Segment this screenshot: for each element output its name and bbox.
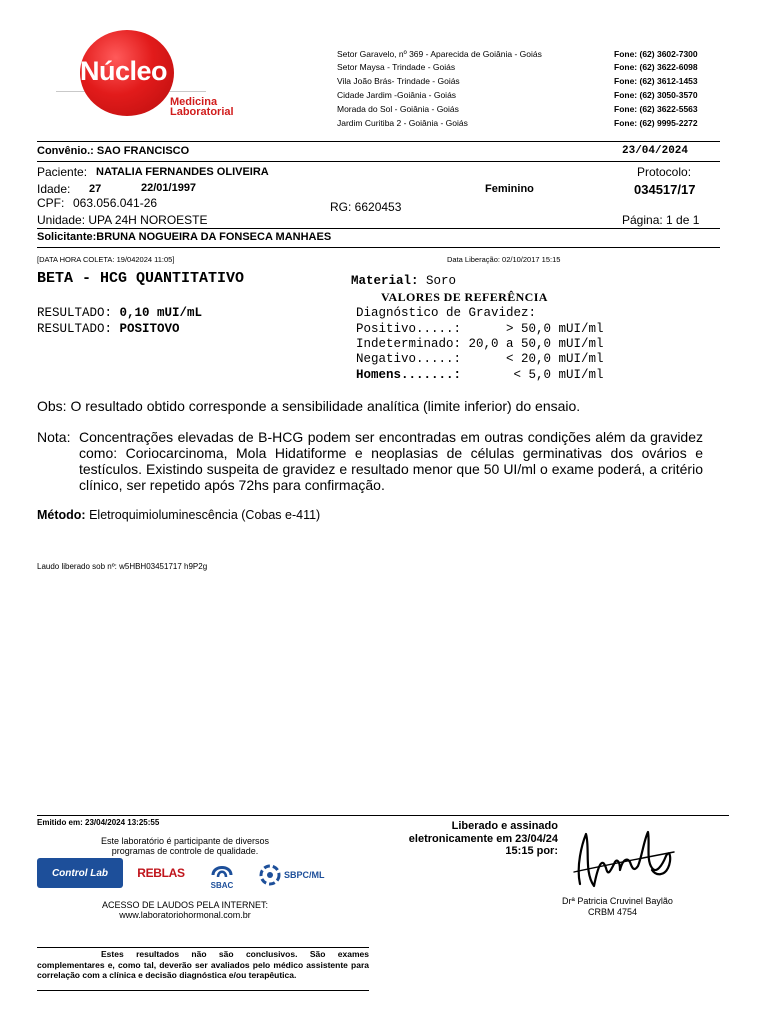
logo-subtitle-1: Medicina (170, 96, 218, 108)
quality-line-1: Este laboratório é participante de diversos (100, 836, 270, 846)
disclaimer-bottom-rule (37, 990, 369, 991)
internet-access (37, 900, 333, 920)
metodo (37, 508, 320, 522)
sbpcml-text: SBPC/ML (284, 870, 325, 880)
result-label: RESULTADO: (37, 322, 113, 336)
report-date: 23/04/2024 (622, 145, 689, 157)
ref-line: Indeterminado: 20,0 a 50,0 mUI/ml (356, 337, 604, 351)
ref-homens-value: < 5,0 mUI/ml (461, 368, 604, 382)
logo-subtitle-2: Laboratorial (170, 106, 234, 118)
doctor-crbm: CRBM 4754 (588, 907, 638, 917)
result-line-1 (37, 306, 202, 320)
obs-text: Obs: O resultado obtido corresponde a sensibilidade analítica (limite inferior) do ensaio. (37, 398, 581, 414)
nota-text: Concentrações elevadas de B-HCG podem ser encontradas em outras condições além da gravidez como: Coriocarcinoma, Mola Hidatiforme e neoplasias de células germinativas dos ovários e testículos. Existindo suspeita de gravidez e resultado menor que 50 UI/ml o exame poderá, a critério clínico, ser repetido após 72hs para confirmação. (79, 429, 703, 493)
doctor-name: Drª Patricia Cruvinel Baylão (562, 896, 673, 906)
idade-label: Idade: (37, 182, 71, 196)
idade-value: 27 (89, 183, 102, 195)
divider (37, 228, 720, 229)
sbac-emblem-icon (209, 859, 235, 881)
protocolo-value: 034517/17 (634, 182, 696, 197)
coleta-datetime: [DATA HORA COLETA: 19/042024 11:05] (37, 255, 175, 264)
laudo-code: Laudo liberado sob nº: w5HBH03451717 h9P2g (37, 562, 208, 571)
paciente-name: NATALIA FERNANDES OLIVEIRA (96, 166, 269, 178)
internet-url[interactable]: www.laboratoriohormonal.com.br (119, 910, 251, 920)
ref-line: Positivo.....: > 50,0 mUI/ml (356, 322, 604, 336)
disclaimer-top-rule (37, 947, 369, 948)
controllab-text: Control Lab (51, 867, 109, 879)
sbac-text: SBAC (210, 880, 234, 890)
metodo-value: Eletroquimioluminescência (Cobas e-411) (89, 508, 321, 522)
quality-programs (37, 836, 333, 856)
nota-label: Nota: (37, 429, 71, 445)
disclaimer: Estes resultados não são conclusivos. São exames complementares e, como tal, deverão ser avaliados pelo médico assistente para correlação com a clínica e decisão diagnóstica e/ou terapêutica. (37, 949, 369, 980)
ref-line: Negativo.....: < 20,0 mUI/ml (356, 352, 604, 366)
birth-date: 22/01/1997 (141, 182, 197, 194)
nota-paragraph (37, 429, 703, 493)
unit-phone: Fone: (62) 3622-6098 (614, 62, 698, 72)
unit-address: Cidade Jardim -Goiânia - Goiás (337, 90, 457, 100)
ref-homens-label: Homens.......: (356, 368, 462, 382)
unit-phone: Fone: (62) 9995-2272 (614, 118, 698, 128)
unit-phone: Fone: (62) 3622-5563 (614, 104, 698, 114)
release-line-1: Liberado e assinado (451, 820, 558, 832)
unit-address: Jardim Curitiba 2 - Goiânia - Goiás (337, 118, 468, 128)
ref-line-homens (356, 368, 604, 382)
unit-address: Vila João Brás- Trindade - Goiás (337, 76, 460, 86)
material-value: Soro (426, 274, 457, 288)
rg-value: RG: 6620453 (330, 200, 402, 214)
reblas-text: REBLAS (137, 866, 185, 880)
ref-title: VALORES DE REFERÊNCIA (381, 290, 548, 304)
controllab-logo (37, 858, 123, 888)
convenio: Convênio.: SAO FRANCISCO (37, 145, 190, 157)
sbpcml-logo (258, 860, 334, 890)
quality-line-2: programas de controle de qualidade. (111, 846, 259, 856)
unit-phone: Fone: (62) 3050-3570 (614, 90, 698, 100)
internet-line-1: ACESSO DE LAUDOS PELA INTERNET: (101, 900, 269, 910)
logo-wordmark: Núcleo (80, 56, 168, 86)
result-value: POSITOVO (119, 322, 180, 336)
unit-phone: Fone: (62) 3612-1453 (614, 76, 698, 86)
ref-line: Diagnóstico de Gravidez: (356, 306, 537, 320)
unit-address: Morada do Sol - Goiânia - Goiás (337, 104, 459, 114)
release-line-3: 15:15 por: (505, 845, 558, 857)
unit-phone: Fone: (62) 3602-7300 (614, 49, 698, 59)
material-label: Material: (351, 274, 419, 288)
liberacao-datetime: Data Liberação: 02/10/2017 15:15 (447, 255, 561, 264)
exam-title: BETA - HCG QUANTITATIVO (37, 270, 245, 287)
divider (37, 141, 720, 142)
footer-divider (37, 815, 729, 816)
protocolo-label: Protocolo: (637, 165, 692, 179)
solicitante: Solicitante:BRUNA NOGUEIRA DA FONSECA MANHAES (37, 231, 332, 243)
doctor-signature (572, 826, 676, 896)
sbpcml-emblem-icon (258, 863, 282, 887)
release-line-2: eletronicamente em 23/04/24 (408, 832, 558, 845)
result-label: RESULTADO: (37, 306, 113, 320)
unidade: Unidade: UPA 24H NOROESTE (37, 213, 208, 227)
result-value: 0,10 mUI/mL (119, 306, 203, 320)
cpf-value: 063.056.041-26 (73, 196, 158, 210)
unit-address: Setor Maysa - Trindade - Goiás (337, 62, 456, 72)
cpf-label: CPF: (37, 196, 65, 210)
release-info (388, 820, 558, 858)
paciente-label: Paciente: (37, 165, 88, 179)
divider (37, 247, 720, 248)
material (351, 274, 456, 288)
result-line-2 (37, 322, 180, 336)
sexo: Feminino (485, 183, 534, 195)
pagina: Página: 1 de 1 (622, 213, 700, 227)
emitido: Emitido em: 23/04/2024 13:25:55 (37, 818, 160, 827)
divider (37, 161, 720, 162)
metodo-label: Método: (37, 508, 86, 522)
sbac-logo (200, 856, 244, 892)
reblas-logo (133, 858, 189, 888)
unit-address: Setor Garavelo, nº 369 - Aparecida de Goiânia - Goiás (337, 49, 542, 59)
